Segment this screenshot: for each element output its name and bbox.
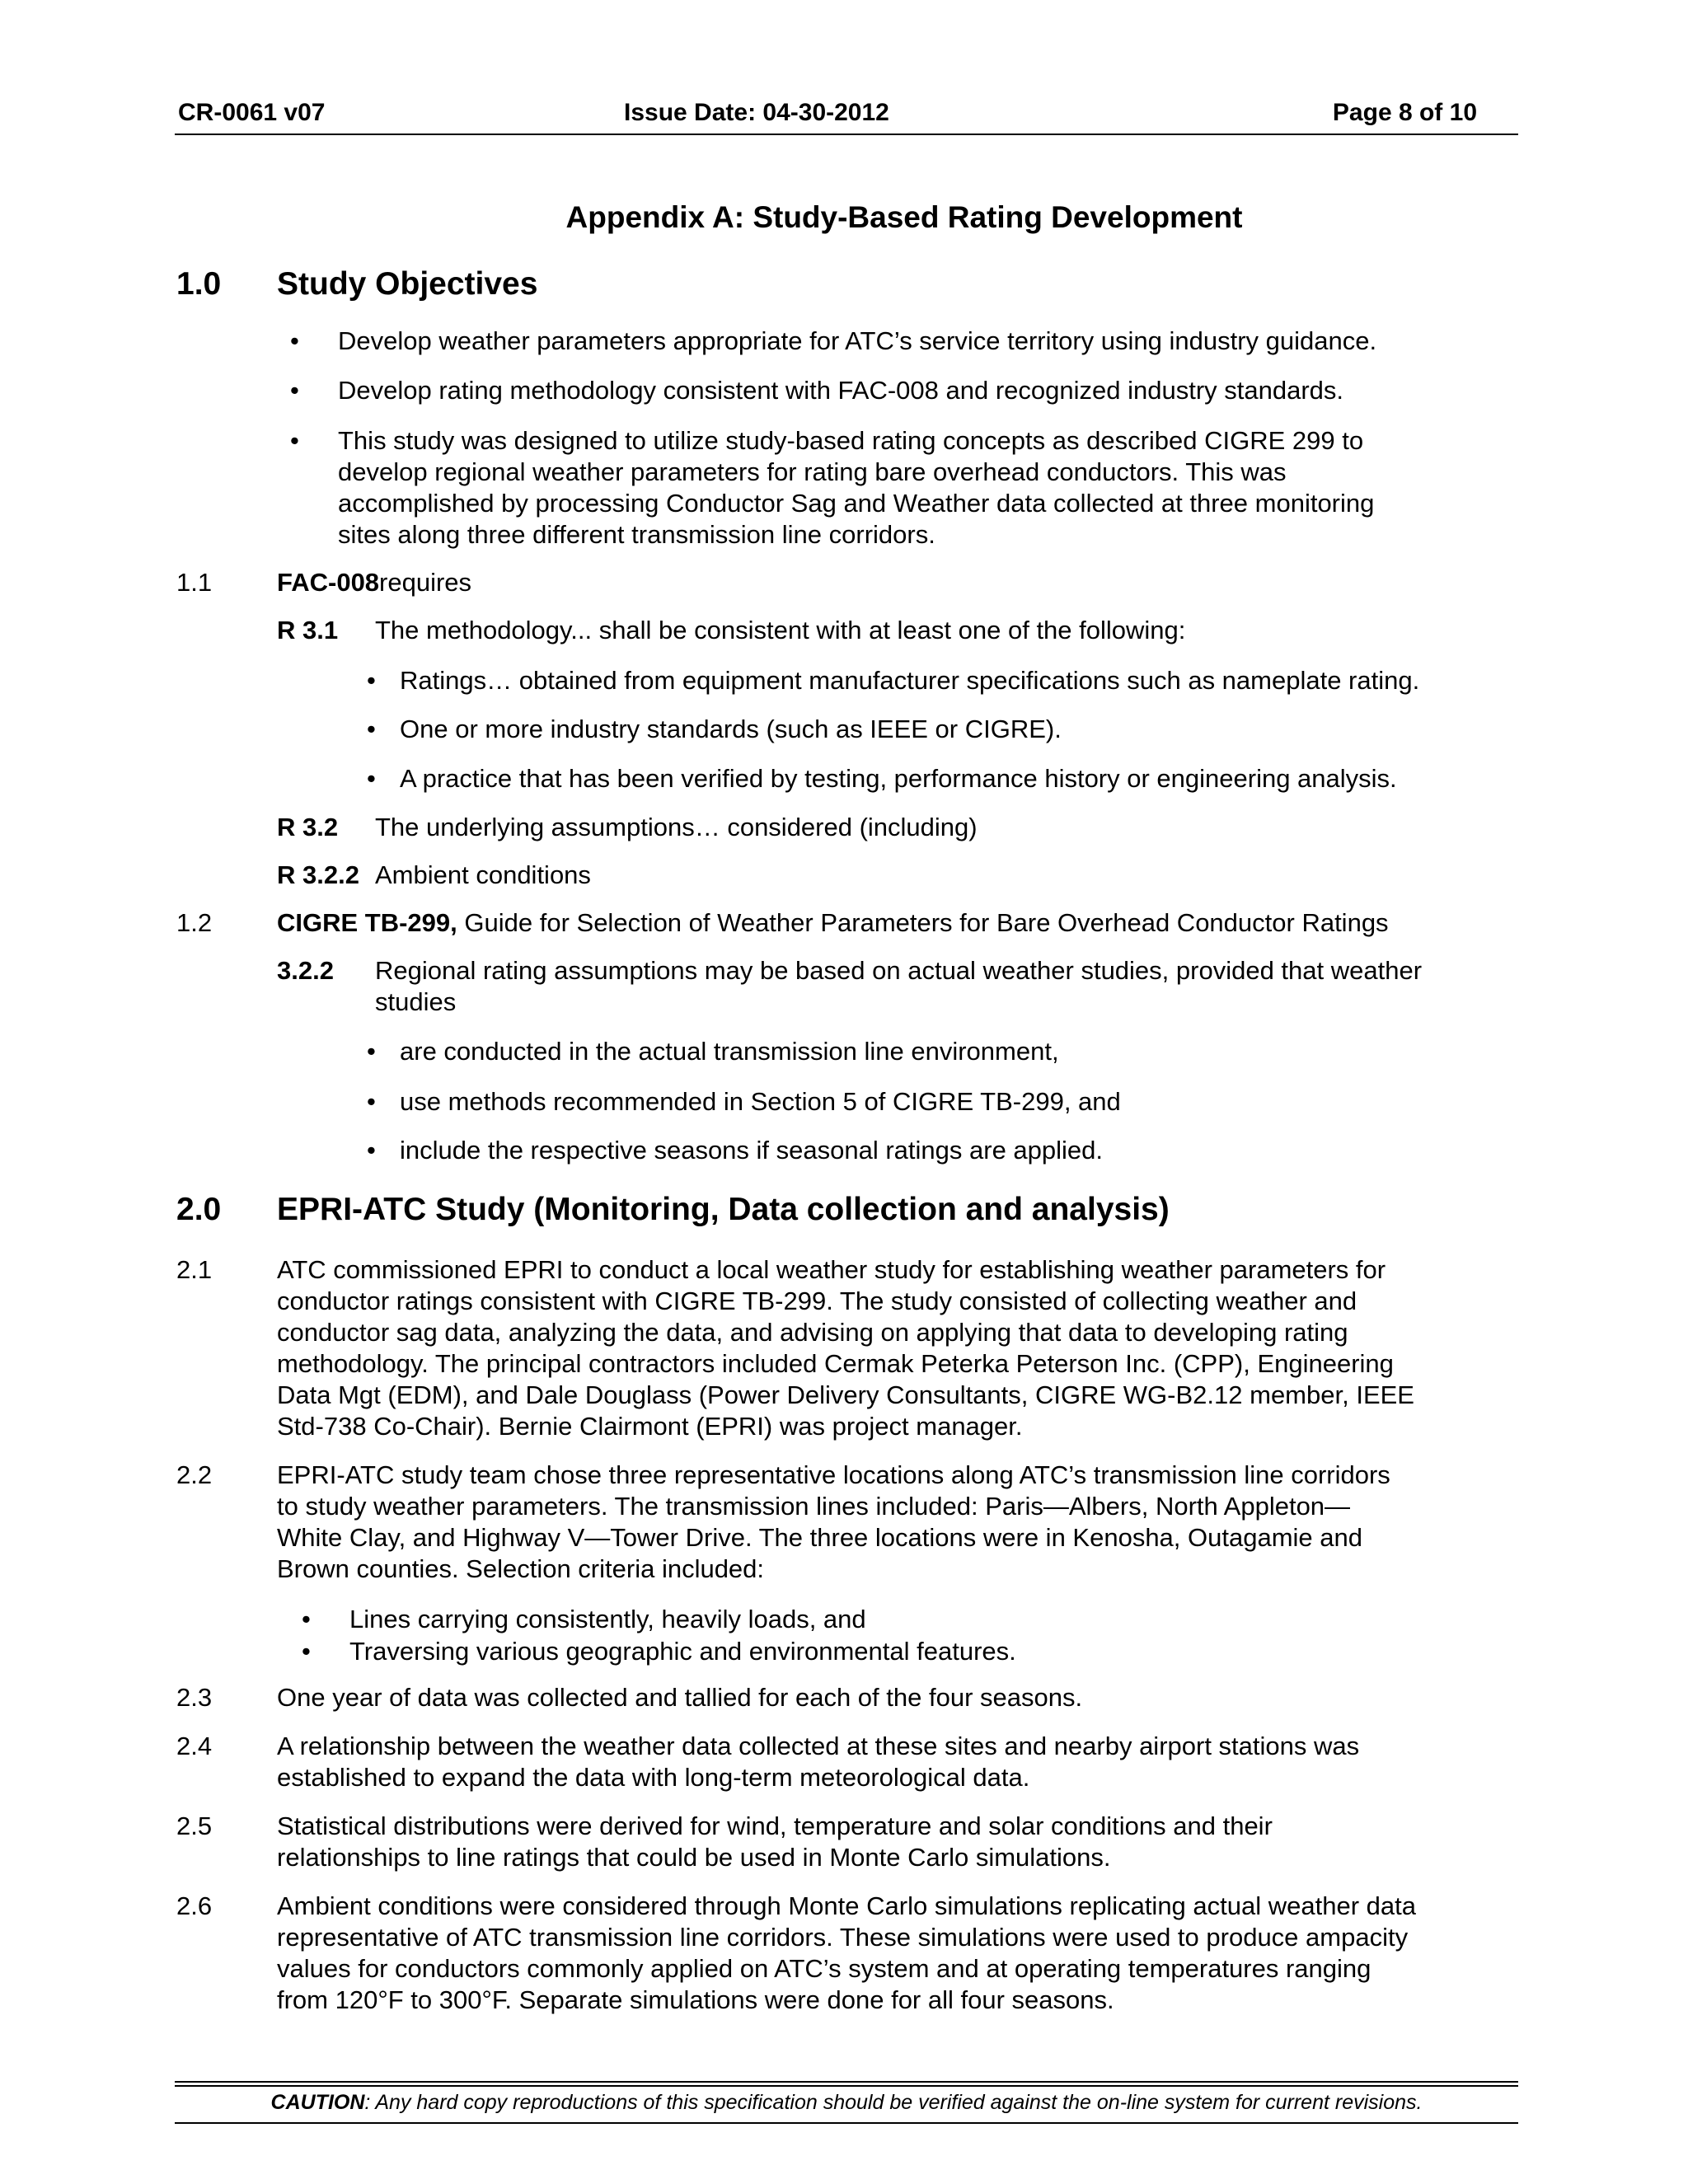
- objective-bullet-3-line: develop regional weather parameters for rating bare overhead conductors. This was: [338, 457, 1287, 486]
- item-line: Std-738 Co-Chair). Bernie Clairmont (EPRI) was project manager.: [277, 1412, 1023, 1441]
- item-line: A relationship between the weather data collected at these sites and nearby airport stations was: [277, 1732, 1360, 1760]
- item-line: Data Mgt (EDM), and Dale Douglass (Power Delivery Consultants, CIGRE WG-B2.12 member, IEEE: [277, 1380, 1414, 1409]
- page-number: Page 8 of 10: [1332, 99, 1477, 126]
- requires-text: requires: [379, 568, 472, 597]
- item-line: ATC commissioned EPRI to conduct a local weather study for establishing weather parameters for: [277, 1255, 1386, 1284]
- item-line: conductor sag data, analyzing the data, and advising on applying that data to developing rating: [277, 1318, 1348, 1347]
- item-line: Statistical distributions were derived for wind, temperature and solar conditions and their: [277, 1811, 1273, 1840]
- objective-bullet-3: [338, 425, 1374, 551]
- criteria-bullet-1: • Lines carrying consistently, heavily loads, and: [349, 1604, 866, 1635]
- item-2-1-number: 2.1: [176, 1255, 213, 1284]
- objective-bullet-2: • Develop rating methodology consistent with FAC-008 and recognized industry standards.: [338, 375, 1343, 406]
- section-1-number: 1.0: [176, 266, 222, 302]
- item-line: EPRI-ATC study team chose three representative locations along ATC’s transmission line corridors: [277, 1460, 1390, 1489]
- r31-text: The methodology... shall be consistent with at least one of the following:: [375, 616, 1186, 644]
- r32-label: R 3.2: [277, 813, 339, 841]
- item-line: from 120°F to 300°F. Separate simulations were done for all four seasons.: [277, 1985, 1114, 2014]
- item-line: White Clay, and Highway V—Tower Drive. The three locations were in Kenosha, Outagamie and: [277, 1523, 1363, 1552]
- caution-label: CAUTION: [270, 2091, 365, 2114]
- item-2-2-number: 2.2: [176, 1460, 213, 1489]
- footer-rule-top-2: [175, 2085, 1518, 2087]
- item-2-2-text: [277, 1460, 1390, 1585]
- cigre-label: CIGRE TB-299,: [277, 908, 457, 937]
- issue-date: Issue Date: 04-30-2012: [624, 99, 889, 126]
- r32-text: The underlying assumptions… considered (including): [375, 813, 978, 841]
- r31-bullet-2: • One or more industry standards (such as IEEE or CIGRE).: [400, 714, 1062, 745]
- item-2-3-number: 2.3: [176, 1683, 213, 1712]
- item-line: Ambient conditions were considered through Monte Carlo simulations replicating actual weather data: [277, 1891, 1416, 1920]
- footer-rule-top: [175, 2081, 1518, 2083]
- criteria-bullet-2: • Traversing various geographic and environmental features.: [349, 1636, 1016, 1667]
- item-2-6-text: [277, 1891, 1416, 2016]
- clause-322-bullet-1: • are conducted in the actual transmission line environment,: [400, 1036, 1059, 1067]
- objective-bullet-1: • Develop weather parameters appropriate for ATC’s service territory using industry guidance.: [338, 326, 1376, 357]
- footer-rule-bottom: [175, 2122, 1518, 2124]
- section-2-number: 2.0: [176, 1192, 222, 1227]
- clause-322-line: Regional rating assumptions may be based on actual weather studies, provided that weather: [375, 956, 1423, 985]
- objective-bullet-3-line: sites along three different transmission line corridors.: [338, 520, 935, 549]
- item-2-1-text: [277, 1254, 1414, 1442]
- objective-bullet-3-line: • This study was designed to utilize study-based rating concepts as described CIGRE 299 to: [338, 426, 1364, 455]
- page-title: Appendix A: Study-Based Rating Development: [565, 200, 1243, 234]
- item-2-5-text: [277, 1811, 1273, 1873]
- item-2-3-text: One year of data was collected and tallied for each of the four seasons.: [277, 1683, 1083, 1712]
- item-2-6-number: 2.6: [176, 1891, 213, 1920]
- item-line: relationships to line ratings that could be used in Monte Carlo simulations.: [277, 1843, 1111, 1872]
- clause-322-bullet-2: • use methods recommended in Section 5 of CIGRE TB-299, and: [400, 1086, 1121, 1118]
- doc-id: CR-0061 v07: [178, 99, 326, 126]
- item-line: representative of ATC transmission line corridors. These simulations were used to produce ampacity: [277, 1923, 1409, 1952]
- item-2-5-number: 2.5: [176, 1811, 213, 1840]
- caution-text: : Any hard copy reproductions of this specification should be verified against the on-line system for current revisions.: [364, 2091, 1423, 2114]
- fac-008-label: FAC-008: [277, 568, 380, 597]
- section-1-1-text: [277, 567, 471, 598]
- item-line: values for conductors commonly applied on ATC’s system and at operating temperatures ranging: [277, 1954, 1372, 1983]
- clause-322-bullet-3: • include the respective seasons if seasonal ratings are applied.: [400, 1135, 1103, 1166]
- section-1-heading: Study Objectives: [277, 266, 538, 302]
- cigre-text: Guide for Selection of Weather Parameters for Bare Overhead Conductor Ratings: [457, 908, 1389, 937]
- section-1-2-number: 1.2: [176, 908, 213, 937]
- section-1-1-number: 1.1: [176, 568, 213, 597]
- item-2-4-text: [277, 1731, 1359, 1793]
- page-header: [175, 97, 1518, 135]
- caution-footer: [175, 2091, 1518, 2115]
- r322-label: R 3.2.2: [277, 860, 359, 889]
- section-1-2-text: [277, 907, 1389, 939]
- r31-bullet-3: • A practice that has been verified by testing, performance history or engineering analysis.: [400, 763, 1397, 794]
- clause-322-line: studies: [375, 987, 457, 1016]
- section-2-heading: EPRI-ATC Study (Monitoring, Data collection and analysis): [277, 1192, 1170, 1227]
- item-line: to study weather parameters. The transmission lines included: Paris—Albers, North Appleton—: [277, 1492, 1351, 1521]
- r31-label: R 3.1: [277, 616, 339, 644]
- clause-322-label: 3.2.2: [277, 956, 334, 985]
- objective-bullet-3-line: accomplished by processing Conductor Sag and Weather data collected at three monitoring: [338, 489, 1375, 518]
- r31-bullet-1: • Ratings… obtained from equipment manufacturer specifications such as nameplate rating.: [400, 665, 1419, 696]
- item-line: Brown counties. Selection criteria included:: [277, 1554, 765, 1583]
- item-line: conductor ratings consistent with CIGRE TB-299. The study consisted of collecting weather and: [277, 1286, 1357, 1315]
- item-2-4-number: 2.4: [176, 1732, 213, 1760]
- r322-text: Ambient conditions: [375, 860, 591, 889]
- item-line: established to expand the data with long-term meteorological data.: [277, 1763, 1030, 1792]
- item-line: methodology. The principal contractors included Cermak Peterka Peterson Inc. (CPP), Engineering: [277, 1349, 1394, 1378]
- clause-322-text: [375, 955, 1422, 1018]
